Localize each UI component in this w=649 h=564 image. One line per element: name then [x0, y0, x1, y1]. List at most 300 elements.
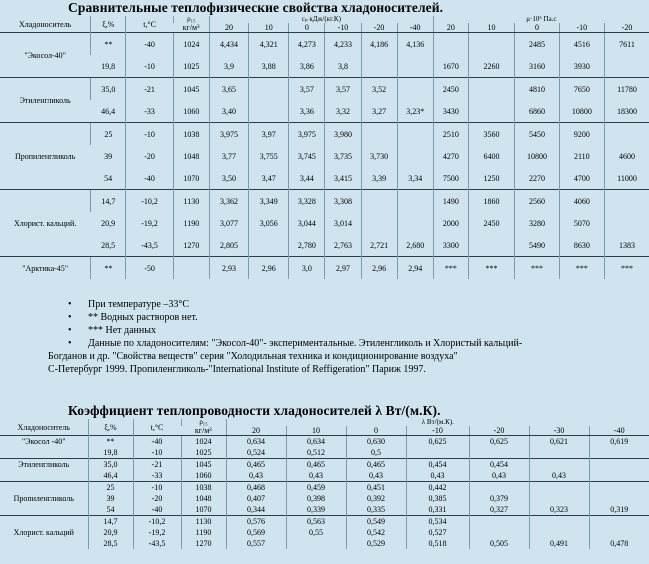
- table-cell: 4,186: [361, 33, 397, 56]
- table-cell: [249, 78, 289, 101]
- table-cell: 2,721: [361, 234, 397, 257]
- table-cell: -10: [126, 55, 173, 78]
- table-cell: 3,52: [361, 78, 397, 101]
- coolant-name: [0, 538, 88, 549]
- table-cell: 3,362: [209, 190, 248, 213]
- table-cell: 10800: [515, 145, 559, 167]
- table-cell: 6860: [515, 100, 559, 123]
- table-cell: 3,056: [249, 212, 289, 234]
- table-cell: [361, 55, 397, 78]
- note-continuation: С-Петербург 1999. Пропиленгликоль-"International Institute of Reffigeration" Париж 1997.: [48, 364, 426, 375]
- table-cell: 3160: [515, 55, 559, 78]
- table-cell: 11780: [605, 78, 649, 101]
- table-cell: 3,27: [361, 100, 397, 123]
- table-row: [0, 459, 649, 471]
- table-cell: 4060: [559, 190, 604, 213]
- table-cell: 1025: [181, 447, 226, 459]
- table-row: [0, 516, 649, 528]
- table-cell: 2450: [433, 78, 468, 101]
- table-cell: 1048: [181, 493, 226, 504]
- table-cell: 35,0: [88, 459, 133, 471]
- header-temp-cp: 20: [209, 23, 248, 33]
- table-cell: [605, 212, 649, 234]
- table-cell: 2260: [468, 55, 514, 78]
- table-cell: 3,57: [325, 78, 361, 101]
- coolant-name: [0, 470, 88, 482]
- table-cell: 3,86: [289, 55, 325, 78]
- table-cell: 2510: [433, 123, 468, 146]
- table-cell: [249, 100, 289, 123]
- table-cell: 3,328: [289, 190, 325, 213]
- table-cell: 1130: [181, 516, 226, 528]
- table-cell: 0,468: [226, 482, 286, 494]
- table-cell: 18300: [605, 100, 649, 123]
- table-cell: 0,478: [589, 538, 649, 549]
- table-cell: 2,97: [325, 257, 361, 280]
- table-cell: [605, 55, 649, 78]
- coolant-name: Хлорист. кальций.: [0, 190, 91, 257]
- table-cell: 3,077: [209, 212, 248, 234]
- header-temp-mu: 0: [515, 23, 559, 33]
- table-cell: 9200: [559, 123, 604, 146]
- table-cell: 2110: [559, 145, 604, 167]
- table-cell: [469, 527, 529, 538]
- table-cell: 1060: [173, 100, 209, 123]
- table-cell: 0,542: [346, 527, 406, 538]
- table-cell: 2,680: [397, 234, 433, 257]
- table-cell: 0,43: [286, 470, 346, 482]
- table-cell: 4810: [515, 78, 559, 101]
- table-cell: 2,96: [361, 257, 397, 280]
- table-cell: [529, 447, 589, 459]
- table-cell: 0,512: [286, 447, 346, 459]
- table-cell: 19,8: [88, 447, 133, 459]
- coolant-name: "Экосол-40": [0, 33, 91, 78]
- table-cell: 0,454: [469, 459, 529, 471]
- table-cell: 4,136: [397, 33, 433, 56]
- table-cell: 25: [91, 123, 126, 146]
- table-cell: 8630: [559, 234, 604, 257]
- table-cell: 3,32: [325, 100, 361, 123]
- table-cell: 4600: [605, 145, 649, 167]
- table-cell: 3,34: [397, 167, 433, 190]
- table-cell: -19,2: [126, 212, 173, 234]
- table-cell: 4700: [559, 167, 604, 190]
- table-cell: 54: [104, 173, 113, 183]
- table-cell: -40: [126, 33, 173, 56]
- table-row: [0, 504, 649, 516]
- table-cell: 0,331: [406, 504, 469, 516]
- table-cell: [361, 212, 397, 234]
- table-cell: [589, 527, 649, 538]
- table-cell: 0,55: [286, 527, 346, 538]
- table-cell: -19,2: [133, 527, 181, 538]
- header-temp-cp: 0: [289, 23, 325, 33]
- header-temp-lambda: 0: [346, 426, 406, 436]
- header-temp-lambda: -10: [406, 426, 469, 436]
- table-cell: [589, 482, 649, 494]
- table-cell: 39: [88, 493, 133, 504]
- table-cell: [468, 78, 514, 101]
- coolant-name: [0, 504, 88, 516]
- table-cell: -33: [126, 100, 173, 123]
- table-cell: 0,534: [406, 516, 469, 528]
- table-cell: [589, 470, 649, 482]
- table-row: [0, 493, 649, 504]
- table-cell: 1038: [173, 123, 209, 146]
- table-row: [0, 123, 649, 146]
- table-row: [0, 33, 649, 56]
- table-cell: 2,763: [325, 234, 361, 257]
- header-density-unit: кг/м³: [173, 23, 209, 33]
- table-cell: 3,88: [249, 55, 289, 78]
- table-cell: 6400: [468, 145, 514, 167]
- table-cell: 0,625: [469, 436, 529, 448]
- table-cell: 0,465: [286, 459, 346, 471]
- table-cell: 4270: [433, 145, 468, 167]
- table-cell: 3,65: [209, 78, 248, 101]
- table-cell: 1045: [173, 78, 209, 101]
- header-heat-capacity: cₚ кДж/(кг.К): [209, 16, 433, 23]
- table-cell: 0,344: [226, 504, 286, 516]
- table-cell: 0,319: [589, 504, 649, 516]
- table-cell: [529, 482, 589, 494]
- table-cell: 0,491: [529, 538, 589, 549]
- table-cell: [397, 78, 433, 101]
- table-cell: 28,5: [101, 240, 116, 250]
- table-cell: 1270: [173, 234, 209, 257]
- header-row: [0, 16, 649, 23]
- table-cell: 2270: [515, 167, 559, 190]
- table-cell: -40: [126, 167, 173, 190]
- header-temp-lambda: -20: [469, 426, 529, 436]
- note-continuation: Богданов и др. "Свойства веществ" серия "Холодильная техника и кондиционирование воздуха": [48, 351, 458, 362]
- table-cell: -33: [133, 470, 181, 482]
- table-cell: 28,5: [88, 538, 133, 549]
- table-row: [0, 482, 649, 494]
- table-cell: 0,529: [346, 538, 406, 549]
- header-temperature: t,°C: [133, 419, 181, 436]
- table-cell: 3,40: [209, 100, 248, 123]
- table-cell: [468, 234, 514, 257]
- header-temperature: t,°C: [126, 16, 173, 33]
- table-cell: [397, 145, 433, 167]
- table-cell: 0,442: [406, 482, 469, 494]
- note-item: • *** Нет данных: [68, 324, 522, 337]
- table-cell: -21: [126, 78, 173, 101]
- header-viscosity: μ·10⁶ Па.с: [433, 16, 649, 23]
- table-cell: 3,57: [289, 78, 325, 101]
- table-cell: 1130: [173, 190, 209, 213]
- table-cell: 0,518: [406, 538, 469, 549]
- table-cell: ***: [515, 257, 559, 280]
- table-cell: 0,634: [226, 436, 286, 448]
- table-cell: 2,96: [249, 257, 289, 280]
- table-cell: 1048: [173, 145, 209, 167]
- table-cell: -10: [133, 447, 181, 459]
- coolant-name: Хлорист. кальций: [13, 528, 74, 537]
- table-cell: [589, 459, 649, 471]
- table-cell: 2,805: [209, 234, 248, 257]
- table-cell: 3930: [559, 55, 604, 78]
- table-cell: -43,5: [126, 234, 173, 257]
- table-cell: 3280: [515, 212, 559, 234]
- header-temp-lambda: -30: [529, 426, 589, 436]
- header-temp-lambda: 10: [286, 426, 346, 436]
- coolant-name: "Экосол -40": [0, 436, 88, 448]
- table-cell: 4516: [559, 33, 604, 56]
- table-cell: 1024: [173, 33, 209, 56]
- header-temp-mu: -20: [605, 23, 649, 33]
- table-row: [0, 190, 649, 213]
- table-cell: 0,454: [406, 459, 469, 471]
- table-cell: 0,619: [589, 436, 649, 448]
- table-cell: 0,563: [286, 516, 346, 528]
- table-cell: 46,4: [101, 106, 116, 116]
- table-cell: 0,549: [346, 516, 406, 528]
- table-cell: [397, 55, 433, 78]
- table-cell: -21: [133, 459, 181, 471]
- table-cell: 14,7: [88, 516, 133, 528]
- table-cell: 20,9: [88, 527, 133, 538]
- coolant-name: [0, 516, 88, 528]
- coolant-name: [0, 447, 88, 459]
- header-temp-mu: 20: [433, 23, 468, 33]
- table-cell: 0,323: [529, 504, 589, 516]
- table-cell: 25: [88, 482, 133, 494]
- table-row: [0, 212, 649, 234]
- table-cell: 0,569: [226, 527, 286, 538]
- table-cell: 0,527: [406, 527, 469, 538]
- table-cell: 1383: [605, 234, 649, 257]
- table-cell: [589, 447, 649, 459]
- table-row: [0, 470, 649, 482]
- header-density-unit: кг/м³: [181, 426, 226, 436]
- table-cell: 0,451: [346, 482, 406, 494]
- table-cell: ***: [433, 257, 468, 280]
- table-cell: 0,630: [346, 436, 406, 448]
- table-cell: 1490: [433, 190, 468, 213]
- table-cell: 3,745: [289, 145, 325, 167]
- table-cell: **: [91, 33, 126, 56]
- table-cell: -10: [126, 123, 173, 146]
- table-cell: [433, 33, 468, 56]
- table-cell: 0,398: [286, 493, 346, 504]
- table-cell: 2485: [515, 33, 559, 56]
- table-cell: -40: [133, 504, 181, 516]
- table-cell: 3,975: [209, 123, 248, 146]
- table-cell: [406, 447, 469, 459]
- table-cell: 0,505: [469, 538, 529, 549]
- table-cell: 1025: [173, 55, 209, 78]
- header-temp-cp: -40: [397, 23, 433, 33]
- table-cell: 0,557: [226, 538, 286, 549]
- table-cell: 3,39: [361, 167, 397, 190]
- table-cell: 14,7: [91, 190, 126, 213]
- coolant-name: Пропиленгликоль: [13, 494, 74, 503]
- table-cell: -10,2: [133, 516, 181, 528]
- table-cell: 0,43: [406, 470, 469, 482]
- table-cell: 5450: [515, 123, 559, 146]
- table-cell: 3560: [468, 123, 514, 146]
- table-cell: 0,465: [346, 459, 406, 471]
- table-row: [0, 538, 649, 549]
- table-cell: 2,780: [289, 234, 325, 257]
- table-cell: 2450: [468, 212, 514, 234]
- table-cell: 3,980: [325, 123, 361, 146]
- table-cell: [468, 100, 514, 123]
- table-cell: **: [91, 257, 126, 280]
- table-cell: 1024: [181, 436, 226, 448]
- header-density: ρ₁₅: [181, 419, 226, 426]
- table-cell: 0,43: [529, 470, 589, 482]
- header-concentration: ξ,%: [91, 16, 126, 33]
- table-cell: -43,5: [133, 538, 181, 549]
- table-cell: [605, 123, 649, 146]
- table-cell: -10,2: [126, 190, 173, 213]
- table-cell: 0,621: [529, 436, 589, 448]
- table-cell: 0,407: [226, 493, 286, 504]
- header-name: Хладоноситель: [18, 19, 72, 29]
- table-row: [0, 55, 649, 78]
- table-cell: 3,044: [289, 212, 325, 234]
- header-conductivity: λ Вт/(м.К).: [226, 419, 649, 426]
- table-cell: [397, 190, 433, 213]
- table-cell: 0,465: [226, 459, 286, 471]
- table-cell: 1070: [181, 504, 226, 516]
- table-cell: 4,321: [249, 33, 289, 56]
- table-cell: 0,524: [226, 447, 286, 459]
- table-cell: 7650: [559, 78, 604, 101]
- table-cell: 0,5: [346, 447, 406, 459]
- table-cell: 1860: [468, 190, 514, 213]
- table-cell: 2560: [515, 190, 559, 213]
- header-density: ρ₁₅: [173, 16, 209, 23]
- header-temp-cp: 10: [249, 23, 289, 33]
- header-temp-mu: -10: [559, 23, 604, 33]
- table-cell: [469, 516, 529, 528]
- table-cell: 1250: [468, 167, 514, 190]
- table-cell: 0,335: [346, 504, 406, 516]
- table-cell: 3,36: [289, 100, 325, 123]
- table-cell: 2,94: [397, 257, 433, 280]
- table-cell: 19,8: [101, 61, 116, 71]
- table-cell: 0,327: [469, 504, 529, 516]
- table-cell: ***: [468, 257, 514, 280]
- coolant-name: Этиленгликоль: [0, 459, 88, 471]
- table-cell: 10800: [559, 100, 604, 123]
- note-item: • ** Водных растворов нет.: [68, 311, 522, 324]
- table-cell: 1190: [181, 527, 226, 538]
- table-cell: 3,77: [209, 145, 248, 167]
- table-cell: 7611: [605, 33, 649, 56]
- table-cell: 0,379: [469, 493, 529, 504]
- table-cell: **: [88, 436, 133, 448]
- table-cell: 35,0: [91, 78, 126, 101]
- table-cell: 1270: [181, 538, 226, 549]
- thermal-properties-table: [0, 16, 649, 279]
- table-row: [0, 257, 649, 280]
- table-cell: [589, 516, 649, 528]
- header-name: Хладоноситель: [17, 422, 70, 432]
- coolant-name: "Арктика-45": [0, 257, 91, 280]
- table-cell: [529, 516, 589, 528]
- table-cell: [469, 482, 529, 494]
- table-cell: 3,730: [361, 145, 397, 167]
- table-cell: 3,8: [325, 55, 361, 78]
- table-cell: 54: [88, 504, 133, 516]
- table-cell: -10: [133, 482, 181, 494]
- header-temp-cp: -10: [325, 23, 361, 33]
- table-cell: ***: [559, 257, 604, 280]
- table-cell: 1045: [181, 459, 226, 471]
- table-cell: [397, 123, 433, 146]
- table-row: [0, 145, 649, 167]
- table-cell: 3,735: [325, 145, 361, 167]
- table-cell: 0,634: [286, 436, 346, 448]
- table-cell: 3430: [433, 100, 468, 123]
- table-cell: -40: [133, 436, 181, 448]
- table-cell: -20: [133, 493, 181, 504]
- note-item: • При температуре –33°С: [68, 298, 522, 311]
- table-cell: 0,459: [286, 482, 346, 494]
- table-cell: 39: [104, 151, 113, 161]
- notes-block: [48, 298, 523, 376]
- table-row: [0, 78, 649, 101]
- table-cell: 3,44: [289, 167, 325, 190]
- table-cell: 3,50: [209, 167, 248, 190]
- table-cell: 0,576: [226, 516, 286, 528]
- header-concentration: ξ,%: [88, 419, 133, 436]
- header-row: [0, 419, 649, 426]
- table-cell: 0,392: [346, 493, 406, 504]
- table-cell: 1038: [181, 482, 226, 494]
- table-cell: [469, 447, 529, 459]
- table-cell: 1070: [173, 167, 209, 190]
- header-temp-lambda: 20: [226, 426, 286, 436]
- table-cell: [589, 493, 649, 504]
- table-cell: -20: [126, 145, 173, 167]
- coolant-name: [0, 482, 88, 494]
- table-cell: ***: [605, 257, 649, 280]
- table-cell: 3,97: [249, 123, 289, 146]
- table-cell: [249, 234, 289, 257]
- table-cell: 46,4: [88, 470, 133, 482]
- table-cell: [361, 190, 397, 213]
- table-cell: 0,339: [286, 504, 346, 516]
- table-cell: 4,273: [289, 33, 325, 56]
- table-cell: 20,9: [101, 218, 116, 228]
- table-cell: [468, 33, 514, 56]
- table-cell: 3,349: [249, 190, 289, 213]
- table-cell: 1670: [433, 55, 468, 78]
- table-cell: 3,308: [325, 190, 361, 213]
- table-row: [0, 527, 649, 538]
- table-cell: [361, 123, 397, 146]
- header-temp-cp: -20: [361, 23, 397, 33]
- thermal-conductivity-table: [0, 419, 649, 549]
- table-cell: 3,47: [249, 167, 289, 190]
- table-cell: 5490: [515, 234, 559, 257]
- table-cell: [286, 538, 346, 549]
- table-cell: 0,43: [226, 470, 286, 482]
- table-cell: 3,9: [209, 55, 248, 78]
- table-row: [0, 100, 649, 123]
- table-cell: 2000: [433, 212, 468, 234]
- table-cell: 4,233: [325, 33, 361, 56]
- coolant-name: Пропиленгликоль: [0, 123, 91, 190]
- table1-title: Сравнительные теплофизические свойства хладоносителей.: [68, 0, 444, 15]
